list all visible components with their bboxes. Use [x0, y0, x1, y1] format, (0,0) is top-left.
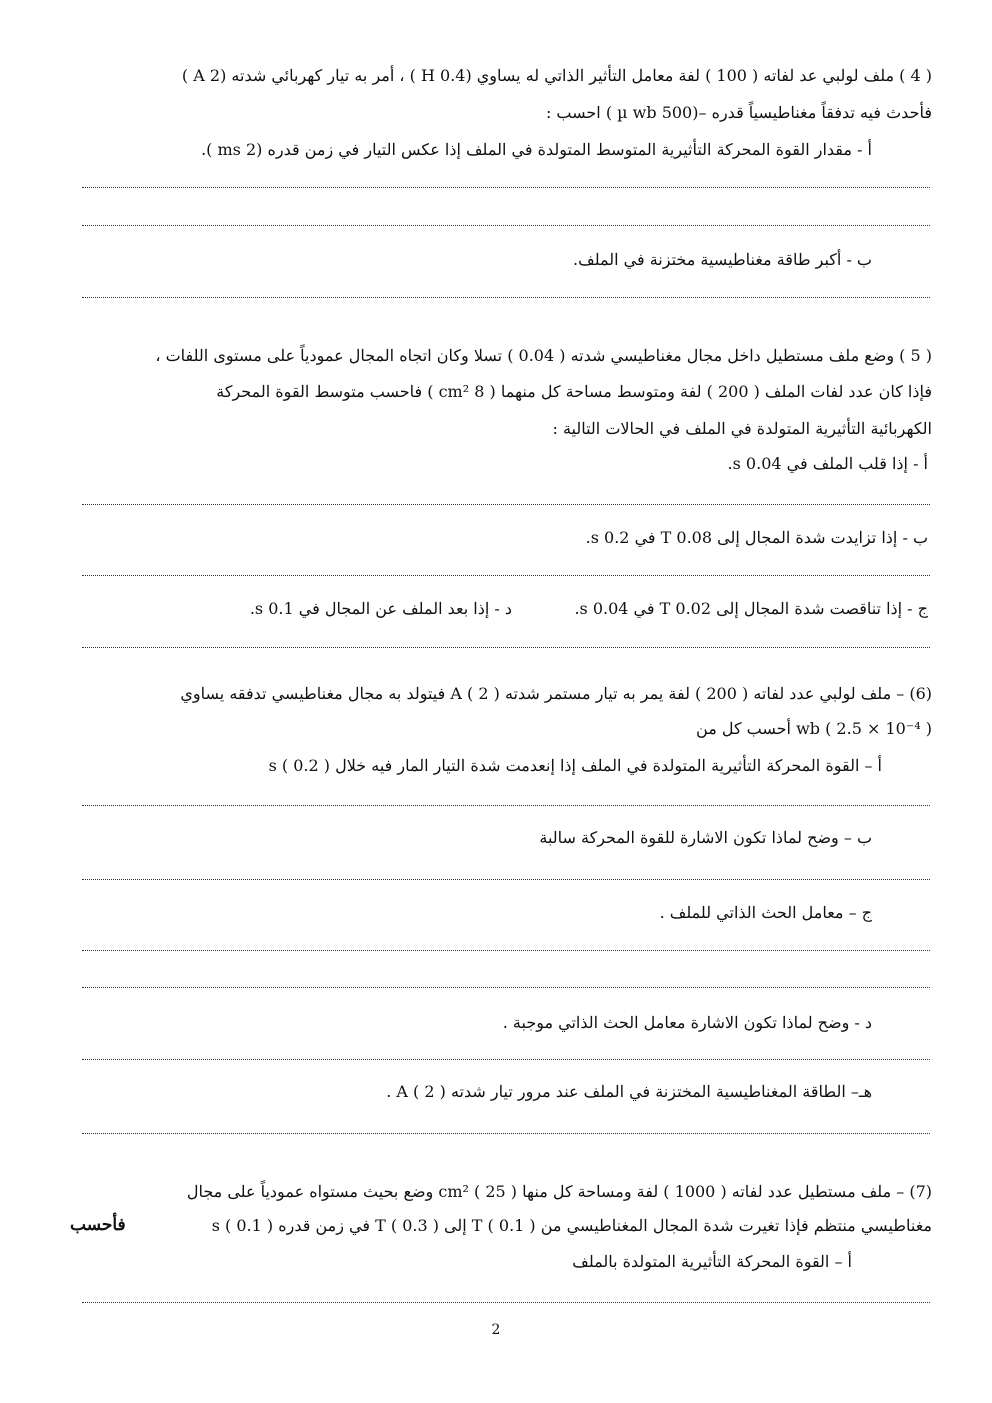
q7-part-a: أ – القوة المحركة التأثيرية المتولدة بالملف	[572, 1252, 852, 1271]
answer-line[interactable]	[82, 297, 930, 298]
q5-line3: الكهربائية التأثيرية المتولدة في الملف في الحالات التالية :	[552, 419, 932, 438]
q6-part-d: د - وضح لماذا تكون الاشارة معامل الحث الذاتي موجبة .	[502, 1013, 872, 1032]
q7-line1: (7) – ملف مستطيل عدد لفاته ( 1000 ) لفة ومساحة كل منها cm² ( 25 ) وضع بحيث مستواه عمودياً على مجال	[186, 1182, 932, 1201]
answer-line[interactable]	[82, 950, 930, 951]
q5-line1: ( 5 ) وضع ملف مستطيل داخل مجال مغناطيسي شدته ( 0.04 ) تسلا وكان اتجاه المجال عمودياً على مستوى اللفات ،	[155, 346, 932, 365]
q6-part-b: ب – وضح لماذا تكون الاشارة للقوة المحركة سالبة	[539, 828, 872, 847]
q5-part-c: ج - إذا تناقصت شدة المجال إلى T 0.02 في s 0.04.	[574, 599, 928, 618]
q4-part-a: أ - مقدار القوة المحركة التأثيرية المتوسط المتولدة في الملف إذا عكس التيار في زمن قدره (2 ms ).	[201, 140, 872, 159]
answer-line[interactable]	[82, 504, 930, 505]
q6-part-e: هـ– الطاقة المغناطيسية المختزنة في الملف عند مرور تيار شدته A ( 2 ) .	[386, 1082, 872, 1101]
q6-part-a: أ – القوة المحركة التأثيرية المتولدة في الملف إذا إنعدمت شدة التيار المار فيه خلال s ( 0.2 )	[268, 756, 882, 775]
q5-part-b: ب - إذا تزايدت شدة المجال إلى T 0.08 في 0.2 s.	[585, 528, 928, 547]
page-number: 2	[491, 1322, 501, 1338]
answer-line[interactable]	[82, 805, 930, 806]
q6-line2: wb ( 2.5 × 10⁻⁴ ) أحسب كل من	[696, 719, 932, 738]
answer-line[interactable]	[82, 1133, 930, 1134]
q5-part-d: د - إذا بعد الملف عن المجال في s 0.1.	[249, 599, 512, 618]
answer-line[interactable]	[82, 879, 930, 880]
q6-line1: (6) – ملف لولبي عدد لفاته ( 200 ) لفة يمر به تيار مستمر شدته A ( 2 ) فيتولد به مجال مغناطيسي تدفقه يساوي	[180, 684, 932, 703]
q7-line2: مغناطيسي منتظم فإذا تغيرت شدة المجال المغناطيسي من T ( 0.1 ) إلى T ( 0.3 ) في زمن قدره s ( 0.1 )	[211, 1216, 932, 1235]
answer-line[interactable]	[82, 1059, 930, 1060]
answer-line[interactable]	[82, 187, 930, 188]
answer-line[interactable]	[82, 225, 930, 226]
answer-line[interactable]	[82, 647, 930, 648]
q7-action: فأحسب	[70, 1215, 126, 1235]
q4-line1: ( 4 ) ملف لولبي عد لفاته ( 100 ) لفة معامل التأثير الذاتي له يساوي (0.4 H ) ، أمر به تيار كهربائي شدته (A 2 )	[181, 66, 932, 85]
q4-line2: فأحدث فيه تدفقاً مغناطيسياً قدره –(500 µ wb ) احسب :	[545, 103, 932, 122]
q6-part-c: ج – معامل الحث الذاتي للملف .	[659, 903, 872, 922]
q5-line2: فإذا كان عدد لفات الملف ( 200 ) لفة ومتوسط مساحة كل منهما ( 8 cm² ) فاحسب متوسط القوة المحركة	[216, 382, 932, 401]
q5-part-a: أ - إذا قلب الملف في 0.04 s.	[727, 454, 928, 473]
answer-line[interactable]	[82, 1302, 930, 1303]
q4-part-b: ب - أكبر طاقة مغناطيسية مختزنة في الملف.	[573, 250, 872, 269]
answer-line[interactable]	[82, 575, 930, 576]
answer-line[interactable]	[82, 987, 930, 988]
